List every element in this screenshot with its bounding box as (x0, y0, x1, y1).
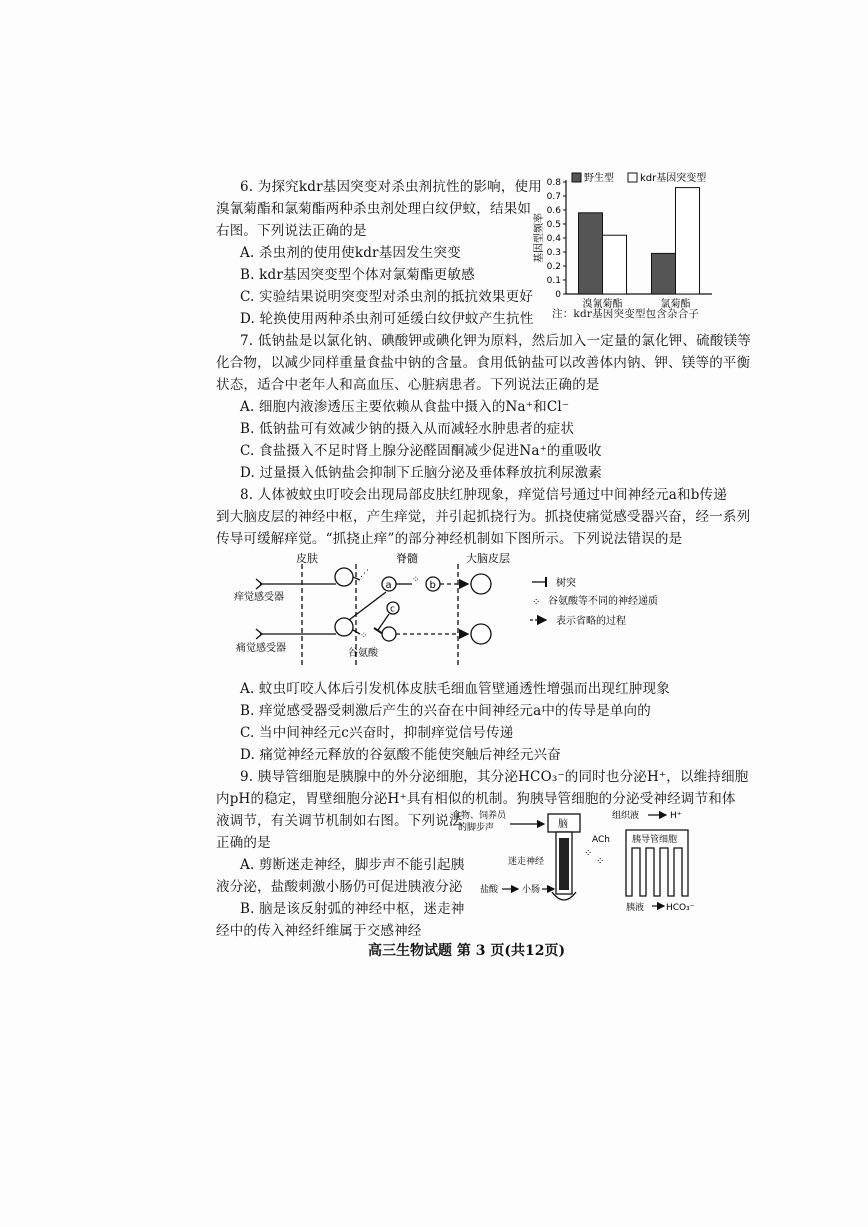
genotype-frequency-chart (520, 168, 720, 324)
q7-option-d: D. 过量摄入低钠盐会抑制下丘脑分泌及垂体释放抗利尿激素 (240, 465, 603, 481)
stimulus-label-1: 食物、饲养员 (452, 811, 507, 821)
cortex-neuron-top (471, 574, 491, 594)
pain-receptor-label: 痛觉感受器 (236, 643, 286, 654)
q8-option-b: B. 痒觉感受器受刺激后产生的兴奋在中间神经元a中的传导是单向的 (240, 703, 651, 719)
svg-text:⋰: ⋰ (360, 569, 369, 579)
hco3-label: HCO₃⁻ (666, 903, 695, 913)
y-tick-label: 0.3 (546, 248, 561, 258)
acid-label: 盐酸 (480, 885, 499, 895)
q6-stem-line-1: 6. 为探究kdr基因突变对杀虫剂抗性的影响，使用 (240, 179, 542, 195)
tissue-fluid-label: 组织液 (612, 811, 640, 821)
vagus-label: 迷走神经 (508, 857, 545, 867)
q6-stem-line-3: 右图。下列说法正确的是 (216, 223, 367, 239)
ach-label: ACh (592, 835, 610, 845)
legend-swatch (572, 173, 581, 182)
itch-receptor-label: 痒觉感受器 (234, 592, 284, 603)
svg-text:⁘: ⁘ (412, 575, 420, 585)
svg-text:c: c (390, 604, 395, 615)
y-axis-label: 基因型频率 (534, 213, 545, 263)
legend-dendrite: 树突 (556, 578, 576, 589)
q9-stem-line-3: 液调节，有关调节机制如右图。下列说法 (216, 813, 463, 829)
q7-option-a: A. 细胞内液渗透压主要依赖从食盐中摄入的Na⁺和Cl⁻ (240, 399, 570, 415)
bar-wild-1 (652, 253, 676, 294)
y-tick-label: 0.6 (546, 206, 561, 216)
q6-stem-line-2: 溴氰菊酯和氯菊酯两种杀虫剂处理白纹伊蚊，结果如 (216, 201, 532, 217)
vagus-nerve-fiber (559, 838, 569, 890)
legend-omitted: 表示省略的过程 (556, 616, 626, 627)
q7-stem-line-1: 7. 低钠盐是以氯化钠、碘酸钾或碘化钾为原料，然后加入一定量的氯化钾、硫酸镁等 (240, 333, 751, 349)
svg-text:b: b (429, 580, 436, 591)
pain-neuron-body (335, 618, 353, 636)
page-footer: 高三生物试题 第 3 页(共12页) (368, 943, 566, 959)
q9-option-b-line-2: 经中的传入神经纤维属于交感神经 (216, 923, 422, 939)
legend-transmitter: 谷氨酸等不同的神经递质 (548, 596, 658, 607)
q9-stem-line-4: 正确的是 (216, 835, 271, 851)
intestine-label: 小肠 (522, 885, 541, 895)
duct-cell-label: 胰导管细胞 (632, 835, 678, 845)
q8-option-c: C. 当中间神经元c兴奋时，抑制痒觉信号传递 (240, 725, 514, 741)
q8-stem-line-2: 到大脑皮层的神经中枢，产生痒觉，并引起抓挠行为。抓挠使痛觉感受器兴奋，经一系列 (216, 509, 751, 525)
cortex-label: 大脑皮层 (466, 552, 510, 565)
spinal-pain-neuron (382, 627, 396, 641)
y-tick-label: 0.7 (546, 192, 561, 202)
q7-option-c: C. 食盐摄入不足时肾上腺分泌醛固酮减少促进Na⁺的重吸收 (240, 443, 602, 459)
q8-option-a: A. 蚊虫叮咬人体后引发机体皮肤毛细血管壁通透性增强而出现红肿现象 (240, 681, 670, 697)
glutamate-label: 谷氨酸 (348, 648, 378, 659)
q9-stem-line-1: 9. 胰导管细胞是胰腺中的外分泌细胞，其分泌HCO₃⁻的同时也分泌H⁺，以维持细胞 (240, 769, 749, 785)
skin-label: 皮肤 (296, 552, 318, 565)
svg-text:⁘: ⁘ (360, 631, 368, 641)
y-tick-label: 0.1 (546, 276, 561, 286)
x-tick-label: 溴氰菊酯 (582, 299, 623, 310)
stimulus-label-2: 的脚步声 (458, 823, 495, 833)
legend-label: kdr基因突变型 (640, 173, 707, 184)
chart-note: 注：kdr基因突变型包含杂合子 (552, 308, 700, 320)
q7-option-b: B. 低钠盐可有效减少钠的摄入从而减轻水肿患者的症状 (240, 421, 575, 437)
brain-label: 脑 (558, 819, 568, 830)
q8-option-d: D. 痛觉神经元释放的谷氨酸不能使突触后神经元兴奋 (240, 747, 561, 763)
q7-stem-line-3: 状态，适合中老年人和高血压、心脏病患者。下列说法正确的是 (216, 377, 600, 393)
svg-text:a: a (385, 580, 392, 591)
q8-stem-line-1: 8. 人体被蚊虫叮咬会出现局部皮肤红肿现象，痒觉信号通过中间神经元a和b传递 (240, 487, 727, 503)
svg-text:⁘: ⁘ (584, 848, 593, 859)
itch-neuron-body (335, 568, 353, 586)
svg-text:⁘: ⁘ (532, 597, 541, 608)
y-tick-label: 0 (555, 290, 561, 300)
bar-wild-0 (579, 213, 603, 294)
cortex-neuron-bottom (471, 624, 491, 644)
bar-mutant-0 (603, 235, 627, 294)
q6-option-b: B. kdr基因突变型个体对氯菊酯更敏感 (240, 267, 475, 283)
spine-label: 脊髓 (396, 552, 418, 565)
y-tick-label: 0.4 (546, 234, 561, 244)
q7-stem-line-2: 化合物，以减少同样重量食盐中钠的含量。食用低钠盐可以改善体内钠、钾、镁等的平衡 (216, 355, 751, 371)
pancreatic-juice-label: 胰液 (626, 903, 645, 913)
h-ion-label: H⁺ (670, 811, 682, 821)
svg-text:⁘: ⁘ (596, 856, 605, 867)
y-tick-label: 0.5 (546, 220, 561, 230)
y-tick-label: 0.8 (546, 178, 561, 188)
q8-stem-line-3: 传导可缓解痒觉。“抓挠止痒”的部分神经机制如下图所示。下列说法错误的是 (216, 531, 683, 547)
pancreatic-regulation-diagram (452, 808, 712, 916)
legend-swatch (628, 173, 637, 182)
x-tick-label: 氯菊酯 (660, 299, 691, 310)
bar-mutant-1 (676, 188, 700, 294)
q9-stem-line-2: 内pH的稳定，胃壁细胞分泌H⁺具有相似的机制。狗胰导管细胞的分泌受神经调节和体 (216, 791, 736, 807)
q6-option-d: D. 轮换使用两种杀虫剂可延缓白纹伊蚊产生抗性 (240, 311, 534, 327)
q6-option-a: A. 杀虫剂的使用使kdr基因发生突变 (240, 245, 461, 261)
itch-pain-neural-diagram (226, 550, 686, 675)
q9-option-a-line-2: 液分泌，盐酸刺激小肠仍可促进胰液分泌 (216, 879, 463, 895)
q9-option-a-line-1: A. 剪断迷走神经，脚步声不能引起胰 (240, 857, 465, 873)
y-tick-label: 0.2 (546, 262, 561, 272)
q9-option-b-line-1: B. 脑是该反射弧的神经中枢，迷走神 (240, 901, 465, 917)
legend-label: 野生型 (584, 173, 614, 184)
q6-option-c: C. 实验结果说明突变型对杀虫剂的抵抗效果更好 (240, 289, 534, 305)
